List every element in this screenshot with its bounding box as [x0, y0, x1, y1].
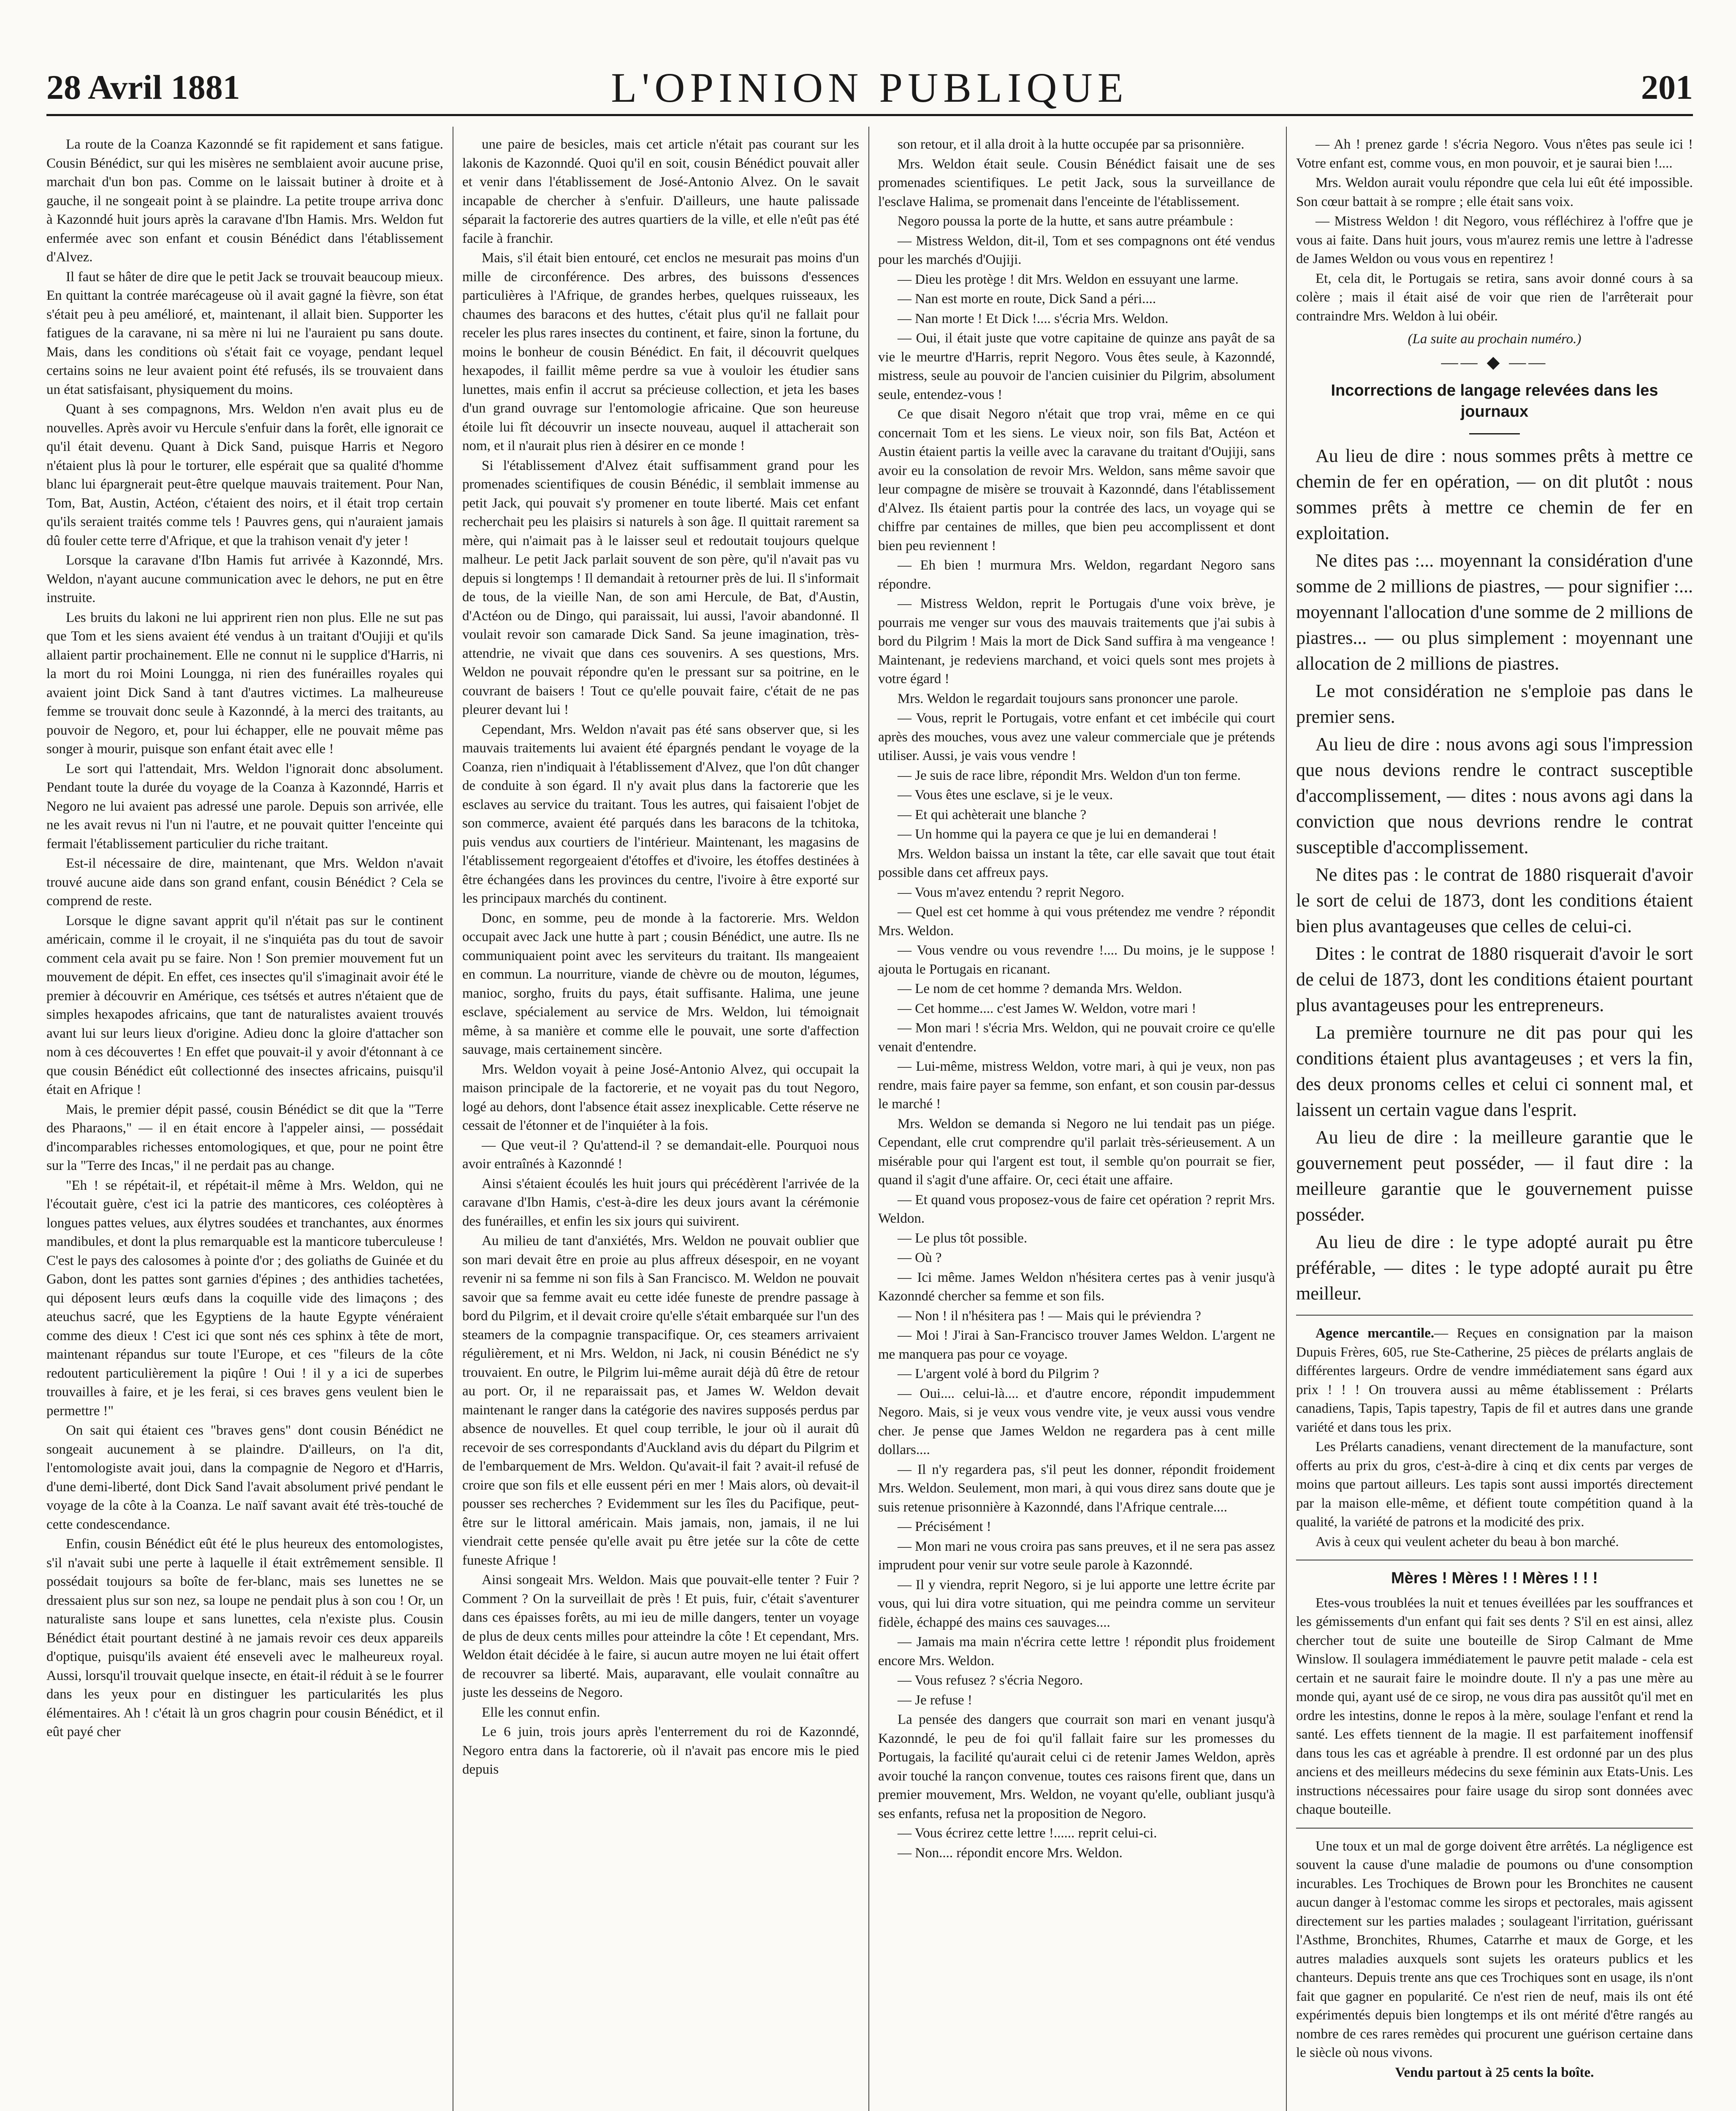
story-paragraph: Mrs. Weldon se demanda si Negoro ne lui tendait pas un piége. Cependant, elle crut comprendre qu'il parlait très-sérieusement. A un misérable pour qui l'argent est tout, il semble qu'on pourrait se fier, quand il s'agit d'une affaire. Or, ceci était une affaire. — [878, 1116, 1275, 1188]
story-paragraph: Et, cela dit, le Portugais se retira, sans avoir donné cours à sa colère ; mais il était aisé de voir que rien de l'arrêterait pour contraindre Mrs. Weldon à lui obéir. — [1296, 271, 1693, 324]
incorrection-paragraph: Ne dites pas : le contrat de 1880 risquerait d'avoir le sort de celui de 1873, dont les conditions étaient bien plus avantageuses que celles de celui-ci. — [1296, 864, 1693, 936]
story-paragraph: Mrs. Weldon voyait à peine José-Antonio Alvez, qui occupait la maison principale de la factorerie, et ne voyait pas du tout Negoro, logé au dehors, dont l'absence était assez inexplicable. Cette réserve ne cessait de l'étonner et de l'inquiéter à la fois. — [462, 1061, 859, 1133]
incorrection-paragraph: Au lieu de dire : le type adopté aurait pu être préférable, — dites : le type adopté aurait pu être meilleur. — [1296, 1232, 1693, 1304]
story-paragraph: Mrs. Weldon baissa un instant la tête, car elle savait que tout était possible dans cet affreux pays. — [878, 846, 1275, 880]
story-paragraph: Lorsque le digne savant apprit qu'il n'était pas sur le continent américain, comme il le croyait, il ne s'inquiéta pas du tout de savoir comment cela avait pu se faire. Non ! Son premier mouvement fut un mouvement de dépit. En effet, ces insectes qu'il s'imaginait avoir été le premier à découvrir en Amérique, ces tsétsés et autres n'étaient que de simples hexapodes africains, que tant de naturalistes avaient trouvés avant lui sur leurs lieux d'origine. Adieu donc la gloire d'attacher son nom à ces découvertes ! En effet que pouvait-il y avoir d'étonnant à ce que cousin Bénédict eût collectionné des insectes africains, puisqu'il était en Afrique ! — [46, 913, 443, 1097]
story-paragraph: Mrs. Weldon était seule. Cousin Bénédict faisait une de ses promenades scientifiques. Le petit Jack, sous la surveillance de l'esclave Halima, se promenait dans l'enceinte de l'établissement. — [878, 156, 1275, 209]
story-paragraph: Mais, le premier dépit passé, cousin Bénédict se dit que la "Terre des Pharaons," — il en était encore à l'appeler ainsi, — possédait d'incomparables richesses entomologiques, et que, pour ne point être sur la "Terre des Incas," il ne perdait pas au change. — [46, 1102, 443, 1173]
story-paragraph: — Mon mari ne vous croira pas sans preuves, et il ne sera pas assez imprudent pour venir sur votre seule parole à Kazonndé. — [878, 1538, 1275, 1573]
agence-ad-2: Les Prélarts canadiens, venant directement de la manufacture, sont offerts au prix du gros, c'est-à-dire à cinq et dix cents par verges de moins que partout ailleurs. Les tapis sont aussi importés directement par la maison elle-même, et défient toute compétition quand à la qualité, la variété de patrons et la modicité des prix. — [1296, 1439, 1693, 1530]
story-paragraph: — Mistress Weldon, reprit le Portugais d'une voix brève, je pourrais me venger sur vous des mauvais traitements que j'ai subis à bord du Pilgrim ! Mais la mort de Dick Sand suffira à ma vengeance ! Maintenant, je redeviens marchand, et voici quels sont mes projets à votre égard ! — [878, 596, 1275, 686]
incorrections-article — [1296, 443, 1693, 1306]
story-paragraph: — Et quand vous proposez-vous de faire cet opération ? reprit Mrs. Weldon. — [878, 1192, 1275, 1226]
agence-ad — [1296, 1324, 1693, 1437]
story-paragraph: Elle les connut enfin. — [482, 1704, 600, 1720]
story-paragraph: — Quel est cet homme à qui vous prétendez me vendre ? répondit Mrs. Weldon. — [878, 904, 1275, 939]
story-paragraph: — Il y viendra, reprit Negoro, si je lui apporte une lettre écrite par vous, qui lui dira votre situation, qui me peindra comme un serviteur fidèle, échappé des mains ces sauvages.... — [878, 1577, 1275, 1630]
story-paragraph: — Jamais ma main n'écrira cette lettre ! répondit plus froidement encore Mrs. Weldon. — [878, 1634, 1275, 1669]
header-rule — [46, 114, 1693, 116]
story-ending — [1296, 135, 1693, 326]
newspaper-title: L'OPINION PUBLIQUE — [611, 64, 1128, 111]
story-paragraph: — Le nom de cet homme ? demanda Mrs. Weldon. — [898, 981, 1182, 996]
story-paragraph: — Ah ! prenez garde ! s'écria Negoro. Vous n'êtes pas seule ici ! Votre enfant est, comme vous, en mon pouvoir, et je saurai bien !.... — [1296, 137, 1693, 171]
toux-ad: Une toux et un mal de gorge doivent être arrêtés. La négligence est souvent la cause d'une maladie de poumons ou d'une consomption incurables. Les Trochiques de Brown pour les Bronchites ne causent aucun danger à l'estomac comme les sirops et pectorales, mais agissent directement sur les parties malades ; soulageant l'irritation, guérissant l'Asthme, Bronchites, Rhumes, Catarrhe et maux de Gorge, et les autres maladies auxquels sont sujets les orateurs publics et les chanteurs. Depuis trente ans que ces Trochiques sont en usage, ils n'ont fait que gagner en popularité. Ce n'est rien de neuf, mais ils ont été expérimentés depuis bien longtemps et ils ont mérité d'être rangés au nombre de ces rares remèdes qui procurent une guérison certaine dans le siècle où nous vivons. — [1296, 1838, 1693, 2060]
story-paragraph: Il faut se hâter de dire que le petit Jack se trouvait beaucoup mieux. En quittant la contrée marécageuse où il avait gagné la fièvre, son état s'était peu à peu amélioré, et, maintenant, il allait bien. Supporter les fatigues de la caravane, ni sa mère ni lui ne l'auraient pu sans doute. Mais, dans les conditions où s'était fait ce voyage, pendant lequel certains soins ne leur avaient point été refusés, ils se trouvaient dans un état satisfaisant, physiquement du moins. — [46, 269, 443, 397]
story-paragraph: Enfin, cousin Bénédict eût été le plus heureux des entomologistes, s'il n'avait subi une perte à laquelle il était extrêmement sensible. Il possédait toujours sa boîte de fer-blanc, mais ses lunettes ne se dressaient plus sur son nez, sa loupe ne pendait plus à son cou ! Or, un naturaliste sans loupe et sans lunettes, cela n'existe plus. Cousin Bénédict était pourtant destiné à ne jamais revoir ces deux appareils d'optique, puisqu'ils avaient été enseveli avec le malheureux royal. Aussi, lorsqu'il trouvait quelque insecte, en était-il réduit à se le fourrer dans les yeux pour en distinguer les particularités les plus élémentaires. Ah ! c'était là un gros chagrin pour cousin Bénédict, et il eût payé cher — [46, 1536, 443, 1739]
story-paragraph: — Vous êtes une esclave, si je le veux. — [898, 787, 1113, 803]
story-paragraph: Mrs. Weldon aurait voulu répondre que cela lui eût été impossible. Son cœur battait à se rompre ; elle était sans voix. — [1296, 175, 1693, 209]
story-paragraph: — Où ? — [898, 1250, 942, 1265]
issue-date: 28 Avril 1881 — [46, 68, 240, 106]
incorrection-paragraph: La première tournure ne dit pas pour qui les conditions étaient plus avantageuses ; et vers la fin, des deux pronoms celles et celui ci sonnent mal, et laissent un certain vague dans l'esprit. — [1296, 1022, 1693, 1120]
ornament-divider: —— ◆ —— — [1441, 352, 1548, 372]
story-paragraph: Negoro poussa la porte de la hutte, et sans autre préambule : — [898, 214, 1234, 229]
incorrection-paragraph: Au lieu de dire : nous avons agi sous l'impression que nous devions rendre le contract susceptible d'accomplissement, — dites : nous avons agi dans la conviction que nous devrions rendre le contrat susceptible d'accomplissement. — [1296, 734, 1693, 857]
story-paragraph: Le 6 juin, trois jours après l'enterrement du roi de Kazonndé, Negoro entra dans la factorerie, où il n'avait pas encore mis le pied depuis — [462, 1724, 859, 1777]
story-paragraph: — Oui.... celui-là.... et d'autre encore, répondit impudemment Negoro. Mais, si je veux vous vendre vite, je veux aussi vous vendre cher. Je pense que James Weldon ne regardera pas à cent mille dollars.... — [878, 1386, 1275, 1457]
story-paragraph: son retour, et il alla droit à la hutte occupée par sa prisonnière. — [898, 137, 1245, 152]
incorrection-paragraph: Au lieu de dire : nous sommes prêts à mettre ce chemin de fer en opération, — on dit plutôt : nous sommes prêts à mettre ce chemin de fer en exploitation. — [1296, 445, 1693, 543]
agence-text: — Reçues en consignation par la maison Dupuis Frères, 605, rue Ste-Catherine, 25 pièces de prélarts anglais de différentes largeurs. Ordre de vendre immédiatement sans égard aux prix ! ! ! On trouvera aussi au même établissement : Prélarts canadiens, Tapis, Tapis tapestry, Tapis de fil et autres dans une grande variété et dans tous les prix. — [1296, 1326, 1693, 1435]
story-paragraph: — Vous refusez ? s'écria Negoro. — [898, 1673, 1083, 1688]
story-paragraph: — Je suis de race libre, répondit Mrs. Weldon d'un ton ferme. — [898, 768, 1241, 783]
story-paragraph: La pensée des dangers que courrait son mari en venant jusqu'à Kazonndé, le peu de foi qu'il fallait faire sur les promesses du Portugais, la facilité qu'aurait celui ci de retenir James Weldon, après avoir touché la rançon convenue, toutes ces raisons firent que, dans un premier mouvement, Mrs. Weldon, ne voyant qu'elle, oubliant jusqu'à ses enfants, refusa net la proposition de Negoro. — [878, 1712, 1275, 1821]
story-paragraph: Ce que disait Negoro n'était que trop vrai, même en ce qui concernait Tom et les siens. Le vieux noir, son fils Bat, Actéon et Austin étaient partis la veille avec la caravane du traitant d'Oujiji, sans avoir eu la consolation de revoir Mrs. Weldon, sans même savoir que leur compagne de misère se trouvait à Kazonndé, dans l'établissement d'Alvez. Ils étaient partis pour la contrée des lacs, un voyage qui se chiffre par centaines de milles, que bien peu accomplissent et dont bien peu reviennent ! — [878, 407, 1275, 554]
story-paragraph: Ainsi s'étaient écoulés les huit jours qui précédèrent l'arrivée de la caravane d'Ibn Hamis, c'est-à-dire les deux jours avant la cérémonie des funérailles, et enfin les six jours qui suivirent. — [462, 1176, 859, 1229]
story-paragraph: Si l'établissement d'Alvez était suffisamment grand pour les promenades scientifiques de cousin Bénédic, il semblait immense au petit Jack, qui pouvait s'y promener en toute liberté. Mais cet enfant recherchait peu les plaisirs si naturels à son âge. Il quittait rarement sa mère, qui n'aimait pas à le laisser seul et redoutait toujours quelque malheur. Le petit Jack parlait souvent de son père, qu'il n'avait pas vu depuis si longtemps ! Il demandait à retourner près de lui. Il s'informait de tous, de la vieille Nan, de son ami Hercule, de Bat, d'Austin, d'Actéon ou de Dingo, qui paraissait, lui aussi, l'avoir abandonné. Il voulait revoir son camarade Dick Sand. Sa jeune imagination, très-attendrie, ne vivait que dans ces souvenirs. A ses questions, Mrs. Weldon ne pouvait répondre qu'en le pressant sur sa poitrine, en le couvrant de baisers ! Tout ce qu'elle pouvait faire, c'était de ne pas pleurer devant lui ! — [462, 458, 859, 717]
story-paragraph: — Vous écrirez cette lettre !...... reprit celui-ci. — [898, 1826, 1157, 1841]
agence-ad-3: Avis à ceux qui veulent acheter du beau à bon marché. — [1316, 1534, 1619, 1549]
incorrection-paragraph: Au lieu de dire : la meilleure garantie que le gouvernement peut posséder, — il faut dire : la meilleure garantie que le gouvernement puisse posséder. — [1296, 1127, 1693, 1225]
section-divider — [1296, 1315, 1693, 1316]
column-divider — [868, 127, 869, 2111]
story-paragraph: — Moi ! J'irai à San-Francisco trouver James Weldon. L'argent ne me manquera pas pour ce voyage. — [878, 1328, 1275, 1362]
incorrection-paragraph: Ne dites pas :... moyennant la considération d'une somme de 2 millions de piastres, — pour signifier :... moyennant l'allocation d'une somme de 2 millions de piastres... — ou plus simplement : moyennant une allocation de 2 millions de piastres. — [1296, 550, 1693, 674]
story-paragraph: — Mistress Weldon, dit-il, Tom et ses compagnons ont été vendus pour les marchés d'Oujiji. — [878, 233, 1275, 267]
story-paragraph: On sait qui étaient ces "braves gens" dont cousin Bénédict ne songeait aucunement à se plaindre. D'ailleurs, on l'a dit, l'entomologiste avait joui, dans la compagnie de Negoro et d'Harris, d'une demi-liberté, dont Dick Sand l'avait absolument privé pendant le voyage de la côte à la Coanza. Le naïf savant avait été très-touché de cette condescendance. — [46, 1423, 443, 1532]
story-paragraph: — Un homme qui la payera ce que je lui en demanderai ! — [898, 827, 1217, 842]
column-1-story — [46, 135, 443, 2111]
column-3-story — [878, 135, 1275, 2111]
story-paragraph: — Nan est morte en route, Dick Sand a péri.... — [898, 291, 1156, 307]
meres-ad: Etes-vous troublées la nuit et tenues éveillées par les souffrances et les gémissements d'un enfant qui fait ses dents ? S'il en est ainsi, allez chercher tout de suite une bouteille de Sirop Calmant de Mme Winslow. Il soulagera immédiatement le pauvre petit malade - cela est certain et ne saurait faire le moindre doute. Il n'y a pas une mère au monde qui, ayant usé de ce sirop, ne vous dira pas aussitôt qu'il met en ordre les intestins, donne le repos à la mère, soulage l'enfant et rend la santé. Les effets tiennent de la magie. Il est parfaitement inoffensif dans tous les cas et agréable à prendre. Il est ordonné par un des plus anciens et des meilleurs médecins du sexe féminin aux Etats-Unis. Les instructions nécessaires pour faire usage du sirop sont données avec chaque bouteille. — [1296, 1595, 1693, 1817]
incorrections-title: Incorrections de langage relevées dans les journaux — [1331, 382, 1658, 421]
title-rule — [1469, 433, 1520, 434]
story-paragraph: — Le plus tôt possible. — [898, 1230, 1028, 1246]
story-paragraph: La route de la Coanza Kazonndé se fit rapidement et sans fatigue. Cousin Bénédict, sur qui les misères ne semblaient avoir aucune prise, marchait d'un bon pas. Comme on le laissait butiner à droite et à gauche, il ne songeait point à se plaindre. La petite troupe arriva donc à Kazonndé huit jours après la caravane d'Ibn Hamis. Mrs. Weldon fut enfermée avec son enfant et cousin Bénédict dans l'établissement d'Alvez. — [46, 137, 443, 265]
story-paragraph: — Et qui achèterait une blanche ? — [898, 807, 1087, 822]
story-paragraph: — Eh bien ! murmura Mrs. Weldon, regardant Negoro sans répondre. — [878, 558, 1275, 592]
story-paragraph: — Non ! il n'hésitera pas ! — Mais qui le préviendra ? — [898, 1308, 1201, 1324]
story-paragraph: — Oui, il était juste que votre capitaine de quinze ans payât de sa vie le meurtre d'Harris, reprit Negoro. Vous êtes seule, à Kazonndé, mistress, seule au pouvoir de l'ancien cuisinier du Pilgrim, absolument seule, entendez-vous ! — [878, 331, 1275, 402]
story-paragraph: — Lui-même, mistress Weldon, votre mari, à qui je veux, non pas rendre, mais faire payer sa femme, son enfant, et son cousin par-dessus le marché ! — [878, 1059, 1275, 1112]
story-paragraph: — Non.... répondit encore Mrs. Weldon. — [898, 1845, 1123, 1861]
meres-title: Mères ! Mères ! ! Mères ! ! ! — [1391, 1569, 1598, 1587]
story-paragraph: — Mistress Weldon ! dit Negoro, vous réfléchirez à l'offre que je vous ai faite. Dans huit jours, vous m'aurez remis une lettre à l'adresse de James Weldon ou vous vous en repentirez ! — [1296, 214, 1693, 266]
story-paragraph: — Vous vendre ou vous revendre !.... Du moins, je le suppose ! ajouta le Portugais en ricanant. — [878, 943, 1275, 977]
story-paragraph: Au milieu de tant d'anxiétés, Mrs. Weldon ne pouvait oublier que son mari devait être en proie au plus affreux désespoir, en ne voyant revenir ni sa femme ni son fils à San Francisco. M. Weldon ne pouvait savoir que sa femme avait eu cette idée funeste de prendre passage à bord du Pilgrim, et il devait croire qu'elle s'était embarquée sur l'un des steamers de la compagnie transpacifique. Or, ces steamers arrivaient régulièrement, et ni Mrs. Weldon, ni Jack, ni cousin Bénédict ne s'y trouvaient. En outre, le Pilgrim lui-même aurait déjà dû être de retour au port. Or, il ne reparaissait pas, et James W. Weldon devait maintenant le ranger dans la catégorie des navires supposés perdus par absence de nouvelles. Et quel coup terrible, le jour où il aurait dû recevoir de ses correspondants d'Auckland avis du départ du Pilgrim et de l'embarquement de Mrs. Weldon. Qu'avait-il fait ? avait-il refusé de croire que son fils et elle eussent péri en mer ! Mais alors, où devait-il pousser ses recherches ? Evidemment sur les îles du Pacifique, peut-être sur le littoral américain. Mais jamais, non, jamais, il ne lui viendrait cette pensée qu'elle avait pu être jetée sur la côte de cette funeste Afrique ! — [462, 1233, 859, 1568]
story-paragraph: Cependant, Mrs. Weldon n'avait pas été sans observer que, si les mauvais traitements lui avaient été épargnés pendant le voyage de la Coanza, rien n'indiquait à l'établissement d'Alvez, que l'on dût changer de conduite à son égard. Il n'y avait plus dans la factorerie que les esclaves au service du traitant. Tous les autres, qui faisaient l'objet de son commerce, avaient été parqués dans les baracons de la tchitoka, puis vendus aux courtiers de l'intérieur. Maintenant, les magasins de l'établissement regorgeaient d'étoffes et d'ivoire, les étoffes destinées à être échangées dans les provinces du centre, l'ivoire à être exporté sur les principaux marchés du continent. — [462, 722, 859, 906]
story-paragraph: — Vous m'avez entendu ? reprit Negoro. — [898, 885, 1125, 900]
story-paragraph: — Dieu les protège ! dit Mrs. Weldon en essuyant une larme. — [898, 271, 1239, 287]
story-paragraph: Donc, en somme, peu de monde à la factorerie. Mrs. Weldon occupait avec Jack une hutte à part ; cousin Bénédict, une autre. Ils ne communiquaient point avec les serviteurs du traitant. Ils mangeaient en commun. La nourriture, viande de chèvre ou de mouton, légumes, manioc, sorgho, fruits du pays, était suffisante. Halima, une jeune esclave, spécialement au service de Mrs. Weldon, lui témoignait même, à sa manière et comme elle le pouvait, une sorte d'affection sauvage, mais certainement sincère. — [462, 910, 859, 1057]
story-paragraph: — Cet homme.... c'est James W. Weldon, votre mari ! — [898, 1001, 1196, 1016]
story-paragraph: "Eh ! se répétait-il, et répétait-il même à Mrs. Weldon, qui ne l'écoutait guère, c'est ici la patrie des manticores, ces coléoptères à longues pattes velues, aux élytres soudées et tranchantes, aux énormes mandibules, et dont la plus remarquable est la manticore tuberculeuse ! C'est le pays des calosomes à pointe d'or ; des goliaths de Guinée et du Gabon, dont les pattes sont garnies d'épines ; des anthidies tachetées, qui déposent leurs œufs dans la coquille vide des limaçons ; des ateuchus sacré, que les Egyptiens de la haute Egypte vénéraient comme des dieux ! C'est ici que sont nés ces sphinx à tête de mort, maintenant répandus sur toute l'Europe, et ces "fileurs de la côte redoutent particulièrement la piqûre ! Oui ! il y a ici de superbes trouvailles à faire, et je les ferai, si ces braves gens veulent bien le permettre !" — [46, 1178, 443, 1419]
story-paragraph: Le sort qui l'attendait, Mrs. Weldon l'ignorait donc absolument. Pendant toute la durée du voyage de la Coanza à Kazonndé, Harris et Negoro ne lui avaient pas adressé une parole. Depuis son arrivée, elle ne les avait revus ni l'un ni l'autre, et ne pouvait quitter l'enceinte qui fermait l'établissement particulier du riche traitant. — [46, 761, 443, 852]
story-paragraph: — Il n'y regardera pas, s'il peut les donner, répondit froidement Mrs. Weldon. Seulement, mon mari, à qui vous direz sans doute que je suis retenue prisonnière à Kazonndé, dans l'Afrique centrale.... — [878, 1462, 1275, 1515]
section-divider — [1296, 1828, 1693, 1829]
column-divider — [1286, 127, 1287, 2111]
toux-price: Vendu partout à 25 cents la boîte. — [1395, 2065, 1594, 2080]
story-paragraph: — Nan morte ! Et Dick !.... s'écria Mrs. Weldon. — [898, 311, 1169, 326]
story-paragraph: Les bruits du lakoni ne lui apprirent rien non plus. Elle ne sut pas que Tom et les siens avaient été vendus à un traitant d'Oujiji et qu'ils allaient partir prochainement. Elle ne connut ni le supplice d'Harris, ni la mort du roi Moini Loungga, ni rien des funérailles royales qui avaient joint Dick Sand à tant d'autres victimes. La malheureuse femme se trouvait donc seule à Kazonndé, à la merci des traitants, au pouvoir de Negoro, et, pour lui échapper, elle ne pouvait même pas songer à mourir, puisque son enfant était avec elle ! — [46, 610, 443, 757]
story-paragraph: Lorsque la caravane d'Ibn Hamis fut arrivée à Kazonndé, Mrs. Weldon, n'ayant aucune communication avec le dehors, ne put en être instruite. — [46, 553, 443, 605]
story-paragraph: — Je refuse ! — [898, 1692, 972, 1708]
incorrection-paragraph: Dites : le contrat de 1880 risquerait d'avoir le sort de celui de 1873, dont les conditions étaient pourtant plus avantageuses pour les entrepreneurs. — [1296, 943, 1693, 1015]
story-paragraph: — Précisément ! — [898, 1519, 991, 1534]
incorrection-paragraph: Le mot considération ne s'emploie pas dans le premier sens. — [1296, 681, 1693, 727]
story-paragraph: — Mon mari ! s'écria Mrs. Weldon, qui ne pouvait croire ce qu'elle venait d'entendre. — [878, 1020, 1275, 1055]
story-paragraph: une paire de besicles, mais cet article n'était pas courant sur les lakonis de Kazonndé. Quoi qu'il en soit, cousin Bénédict pouvait aller et venir dans l'établissement de José-Antonio Alvez. On le savait incapable de chercher à s'enfuir. D'ailleurs, une haute palissade séparait la factorerie des autres quartiers de la ville, et elle n'eût pas été facile à franchir. — [462, 137, 859, 246]
to-be-continued: (La suite au prochain numéro.) — [1408, 331, 1581, 347]
column-4 — [1296, 135, 1693, 2111]
story-paragraph: — L'argent volé à bord du Pilgrim ? — [898, 1366, 1099, 1381]
story-paragraph: — Ici même. James Weldon n'hésitera certes pas à venir jusqu'à Kazonndé chercher sa femme et son fils. — [878, 1270, 1275, 1304]
page-header — [46, 63, 1693, 111]
story-paragraph: — Que veut-il ? Qu'attend-il ? se demandait-elle. Pourquoi nous avoir entraînés à Kazonndé ! — [462, 1137, 859, 1172]
story-paragraph: Quant à ses compagnons, Mrs. Weldon n'en avait plus eu de nouvelles. Après avoir vu Hercule s'enfuir dans la forêt, elle ignorait ce qu'il était devenu. Quant à Dick Sand, puisque Harris et Negoro n'étaient plus là pour le torturer, elle espérait que sa qualité d'homme blanc lui épargnerait peut-être quelque mauvais traitement. Pour Nan, Tom, Bat, Austin, Actéon, c'étaient des noirs, et il était trop certain qu'ils seraient traités comme tels ! Pauvres gens, qui n'auraient jamais dû fouler cette terre d'Afrique, et que la trahison venait d'y jeter ! — [46, 402, 443, 548]
story-paragraph: Mrs. Weldon le regardait toujours sans prononcer une parole. — [898, 691, 1238, 706]
story-paragraph: Est-il nécessaire de dire, maintenant, que Mrs. Weldon n'avait trouvé aucune aide dans son grand enfant, cousin Bénédict ? Cela se comprend de reste. — [46, 856, 443, 909]
column-2-story — [462, 135, 859, 2111]
page-number: 201 — [1641, 68, 1693, 106]
story-paragraph: Ainsi songeait Mrs. Weldon. Mais que pouvait-elle tenter ? Fuir ? Comment ? On la surveillait de près ! Et puis, fuir, c'était s'aventurer dans ces épaisses forêts, au mi ieu de mille dangers, tenter un voyage de plus de deux cents milles pour atteindre la côte ! Et cependant, Mrs. Weldon était décidée à le faire, si aucun autre moyen ne lui était offert de recouvrer sa liberté. Mais, auparavant, elle voulait connaître au juste les desseins de Negoro. — [462, 1572, 859, 1700]
story-paragraph: Mais, s'il était bien entouré, cet enclos ne mesurait pas moins d'un mille de circonférence. Des arbres, des buissons d'essences particulières à l'Afrique, de grandes herbes, quelques ruisseaux, les chaumes des baracons et des huttes, c'était plus qu'il ne fallait pour receler les plus rares insectes du continent, et faire, sinon la fortune, du moins le bonheur de cousin Bénédict. En fait, il découvrit quelques hexapodes, il faillit même perdre sa vue à vouloir les étudier sans lunettes, mais enfin il accrut sa précieuse collection, et jeta les bases d'un grand ouvrage sur l'entomologie africaine. Que son heureuse étoile lui fît découvrir un insecte nouveau, auquel il attacherait son nom, et il n'aurait plus rien à désirer en ce monde ! — [462, 250, 859, 453]
agence-lead: Agence mercantile. — [1316, 1326, 1435, 1341]
story-paragraph: — Vous, reprit le Portugais, votre enfant et cet imbécile qui court après des mouches, vous avez une valeur commerciale que je prétends utiliser. Aussi, je vais vous vendre ! — [878, 711, 1275, 763]
